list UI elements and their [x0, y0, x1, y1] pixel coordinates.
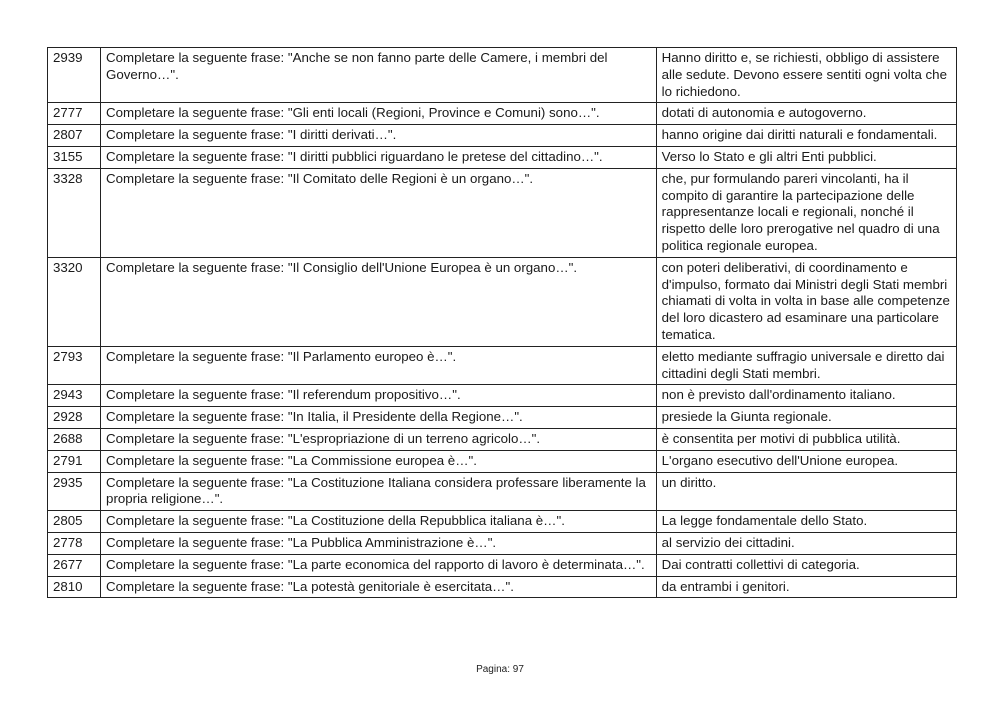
- question-cell: Completare la seguente frase: "La Costituzione Italiana considera professare liberamente la propria religione…".: [101, 472, 657, 511]
- table-row: [48, 103, 957, 125]
- table-row: [48, 346, 957, 385]
- answer-cell: con poteri deliberativi, di coordinamento e d'impulso, formato dai Ministri degli Stati membri chiamati di volta in volta in base alle competenze del loro dicastero ad esaminare una particolare tematica.: [656, 257, 956, 346]
- question-cell: Completare la seguente frase: "Gli enti locali (Regioni, Province e Comuni) sono…".: [101, 103, 657, 125]
- table-row: [48, 450, 957, 472]
- table-row: [48, 511, 957, 533]
- row-id-cell: 3328: [48, 168, 101, 257]
- table-row: [48, 385, 957, 407]
- row-id-cell: 2791: [48, 450, 101, 472]
- question-cell: Completare la seguente frase: "L'espropriazione di un terreno agricolo…".: [101, 428, 657, 450]
- question-cell: Completare la seguente frase: "Il referendum propositivo…".: [101, 385, 657, 407]
- question-cell: Completare la seguente frase: "La Commissione europea è…".: [101, 450, 657, 472]
- question-cell: Completare la seguente frase: "La Costituzione della Repubblica italiana è…".: [101, 511, 657, 533]
- table-row: [48, 428, 957, 450]
- answer-cell: un diritto.: [656, 472, 956, 511]
- table-row: [48, 168, 957, 257]
- question-cell: Completare la seguente frase: "I diritti pubblici riguardano le pretese del cittadino…".: [101, 146, 657, 168]
- answer-cell: hanno origine dai diritti naturali e fondamentali.: [656, 125, 956, 147]
- row-id-cell: 2793: [48, 346, 101, 385]
- answer-cell: Hanno diritto e, se richiesti, obbligo di assistere alle sedute. Devono essere sentiti ogni volta che lo richiedono.: [656, 48, 956, 103]
- row-id-cell: 2805: [48, 511, 101, 533]
- questions-table: [47, 47, 957, 598]
- row-id-cell: 2688: [48, 428, 101, 450]
- row-id-cell: 2777: [48, 103, 101, 125]
- question-cell: Completare la seguente frase: "I diritti derivati…".: [101, 125, 657, 147]
- table-row: [48, 125, 957, 147]
- row-id-cell: 2943: [48, 385, 101, 407]
- answer-cell: L'organo esecutivo dell'Unione europea.: [656, 450, 956, 472]
- question-cell: Completare la seguente frase: "La potestà genitoriale è esercitata…".: [101, 576, 657, 598]
- answer-cell: Dai contratti collettivi di categoria.: [656, 554, 956, 576]
- row-id-cell: 2928: [48, 407, 101, 429]
- answer-cell: dotati di autonomia e autogoverno.: [656, 103, 956, 125]
- row-id-cell: 2935: [48, 472, 101, 511]
- answer-cell: al servizio dei cittadini.: [656, 532, 956, 554]
- answer-cell: è consentita per motivi di pubblica utilità.: [656, 428, 956, 450]
- answer-cell: che, pur formulando pareri vincolanti, ha il compito di garantire la partecipazione delle rappresentanze locali e regionali, nonché il rispetto delle loro prerogative nel quadro di una politica regionale europea.: [656, 168, 956, 257]
- page-footer: Pagina: 97: [476, 664, 524, 675]
- question-cell: Completare la seguente frase: "Il Comitato delle Regioni è un organo…".: [101, 168, 657, 257]
- answer-cell: eletto mediante suffragio universale e diretto dai cittadini degli Stati membri.: [656, 346, 956, 385]
- question-cell: Completare la seguente frase: "Anche se non fanno parte delle Camere, i membri del Governo…".: [101, 48, 657, 103]
- question-cell: Completare la seguente frase: "In Italia, il Presidente della Regione…".: [101, 407, 657, 429]
- row-id-cell: 3155: [48, 146, 101, 168]
- row-id-cell: 2778: [48, 532, 101, 554]
- table-row: [48, 146, 957, 168]
- answer-cell: non è previsto dall'ordinamento italiano.: [656, 385, 956, 407]
- answer-cell: da entrambi i genitori.: [656, 576, 956, 598]
- question-cell: Completare la seguente frase: "Il Consiglio dell'Unione Europea è un organo…".: [101, 257, 657, 346]
- answer-cell: Verso lo Stato e gli altri Enti pubblici.: [656, 146, 956, 168]
- row-id-cell: 3320: [48, 257, 101, 346]
- question-cell: Completare la seguente frase: "La parte economica del rapporto di lavoro è determinata…".: [101, 554, 657, 576]
- table-row: [48, 48, 957, 103]
- question-cell: Completare la seguente frase: "Il Parlamento europeo è…".: [101, 346, 657, 385]
- table-row: [48, 472, 957, 511]
- answer-cell: presiede la Giunta regionale.: [656, 407, 956, 429]
- questions-table-body: [48, 48, 957, 598]
- table-row: [48, 554, 957, 576]
- table-row: [48, 532, 957, 554]
- row-id-cell: 2810: [48, 576, 101, 598]
- row-id-cell: 2939: [48, 48, 101, 103]
- table-row: [48, 576, 957, 598]
- row-id-cell: 2677: [48, 554, 101, 576]
- row-id-cell: 2807: [48, 125, 101, 147]
- question-cell: Completare la seguente frase: "La Pubblica Amministrazione è…".: [101, 532, 657, 554]
- table-row: [48, 407, 957, 429]
- answer-cell: La legge fondamentale dello Stato.: [656, 511, 956, 533]
- table-row: [48, 257, 957, 346]
